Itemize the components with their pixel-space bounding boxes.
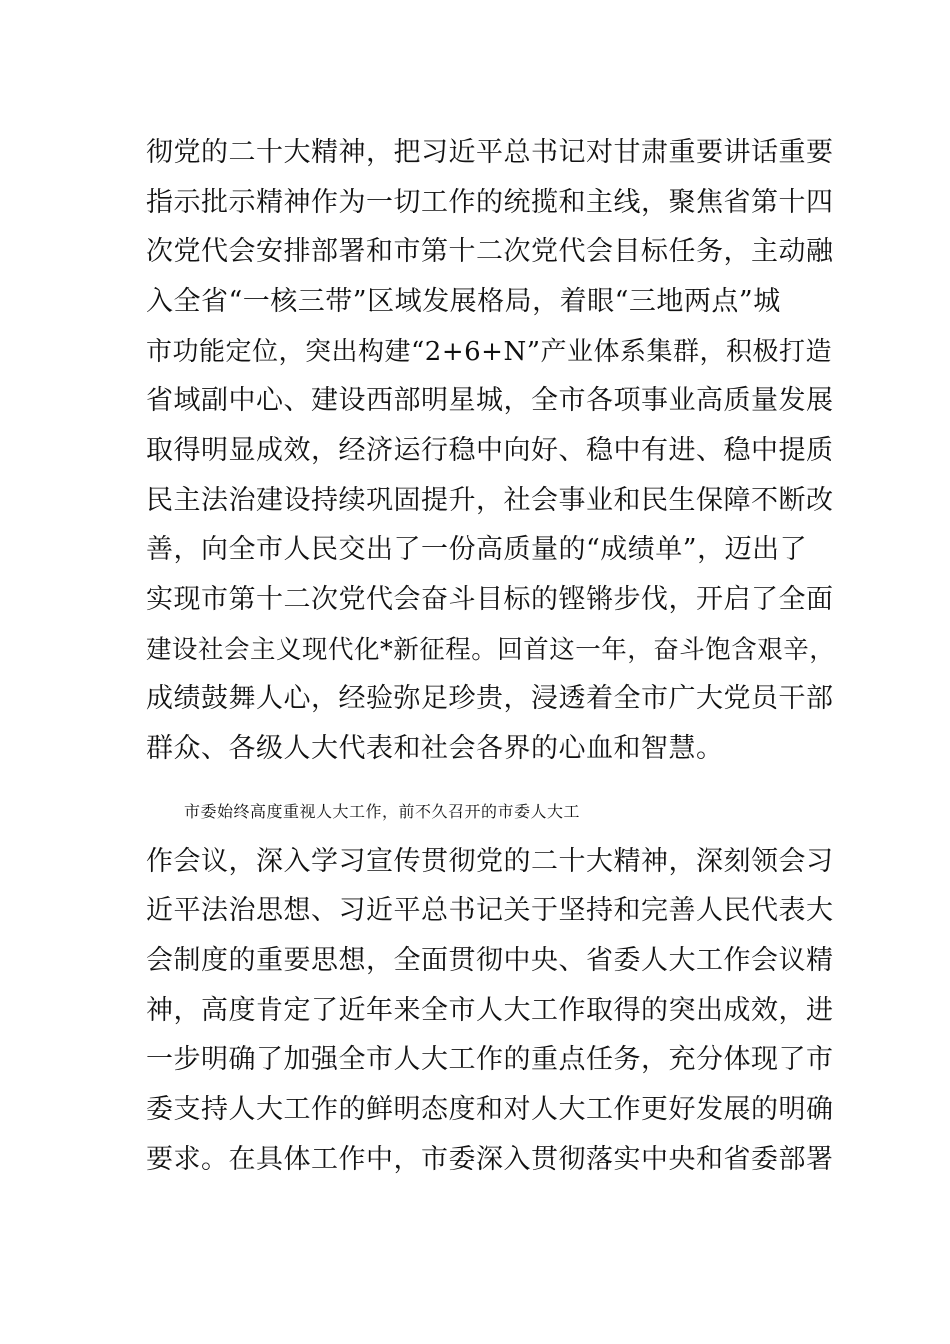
text-line: 作会议，深入学习宣传贯彻党的二十大精神，深刻领会习	[146, 846, 834, 877]
text-line: 群众、各级人大代表和社会各界的心血和智慧。	[146, 733, 724, 764]
text-line: 指示批示精神作为一切工作的统揽和主线，聚焦省第十四	[146, 187, 834, 218]
text-line: 善，向全市人民交出了一份高质量的“成绩单”，迈出了	[146, 534, 808, 565]
text-line: 建设社会主义现代化*新征程。回首这一年，奋斗饱含艰辛，	[146, 635, 836, 665]
text-line: 近平法治思想、习近平总书记关于坚持和完善人民代表大	[146, 895, 834, 926]
text-line: 入全省“一核三带”区域发展格局，着眼“三地两点”城	[146, 286, 781, 317]
text-line: 市功能定位，突出构建“2+6+N”产业体系集群，积极打造	[146, 337, 832, 367]
text-line: 市委始终高度重视人大工作，前不久召开的市委人大工	[184, 802, 581, 821]
text-line: 取得明显成效，经济运行稳中向好、稳中有进、稳中提质	[146, 435, 834, 466]
text-line: 神，高度肯定了近年来全市人大工作取得的突出成效，进	[146, 995, 834, 1026]
text-line: 委支持人大工作的鲜明态度和对人大工作更好发展的明确	[146, 1094, 834, 1125]
text-line: 一步明确了加强全市人大工作的重点任务，充分体现了市	[146, 1044, 834, 1075]
text-line: 民主法治建设持续巩固提升，社会事业和民生保障不断改	[146, 485, 834, 516]
text-line: 成绩鼓舞人心，经验弥足珍贵，浸透着全市广大党员干部	[146, 683, 834, 714]
text-line: 省域副中心、建设西部明星城，全市各项事业高质量发展	[146, 385, 834, 416]
text-line: 要求。在具体工作中，市委深入贯彻落实中央和省委部署	[146, 1144, 834, 1175]
text-line: 会制度的重要思想，全面贯彻中央、省委人大工作会议精	[146, 945, 834, 976]
text-line: 彻党的二十大精神，把习近平总书记对甘肃重要讲话重要	[146, 137, 834, 168]
text-line: 实现市第十二次党代会奋斗目标的铿锵步伐，开启了全面	[146, 584, 834, 615]
text-line: 次党代会安排部署和市第十二次党代会目标任务，主动融	[146, 236, 834, 267]
